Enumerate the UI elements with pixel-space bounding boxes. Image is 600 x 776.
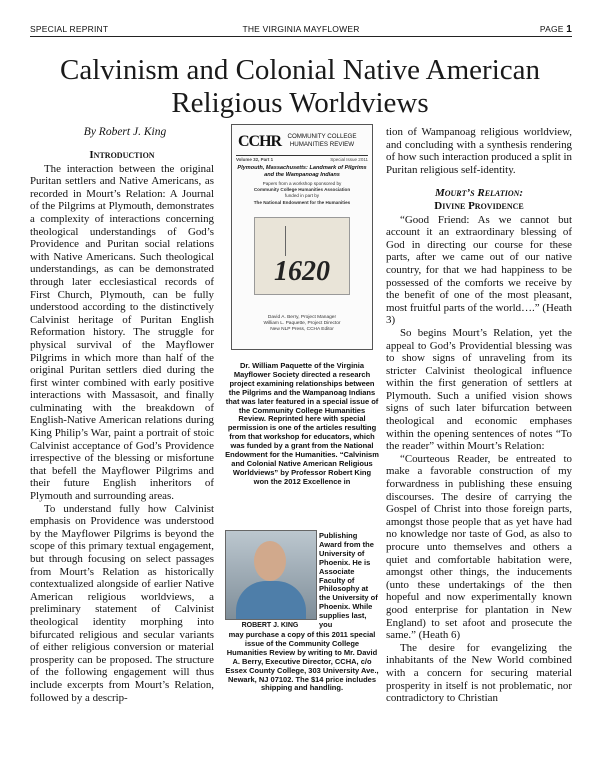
section-heading-mourts-relation <box>386 187 572 212</box>
cover-org-line: COMMUNITY COLLEGE <box>287 133 357 140</box>
sidebar-award-text: Publishing Award from the University of Phoenix. He is Associate Faculty of Philosophy at the University of Phoenix. While supplies last, you <box>319 531 378 630</box>
photo-caption: ROBERT J. KING <box>241 622 299 629</box>
author-photo <box>225 530 317 620</box>
column-right <box>386 126 572 705</box>
cover-editor-line: William L. Paquette, Project Director <box>263 321 341 326</box>
article-title: Calvinism and Colonial Native American Religious Worldviews <box>59 54 540 119</box>
cover-year: 1620 <box>274 256 330 287</box>
cover-sponsor-line: funded in part by <box>284 193 320 199</box>
cover-volume <box>236 157 368 162</box>
page-label: PAGE <box>539 24 564 34</box>
spacer <box>386 176 572 184</box>
cover-rule <box>236 155 368 156</box>
cover-sponsor-line: Community College Humanities Association <box>253 187 351 193</box>
paragraph: tion of Wampanoag religious worldview, and concluding with a synthesis rendering of how such interaction produced a split in Puritan religious self-identity. <box>386 126 573 176</box>
ship-mast <box>285 226 320 256</box>
cover-illustration <box>254 217 350 295</box>
photo-body <box>236 581 306 620</box>
cover-vol-left: Volume 32, Part 1 <box>236 157 274 162</box>
header-left: SPECIAL REPRINT <box>30 24 109 34</box>
sidebar-tail-text: may purchase a copy of this 2011 special issue of the Community College Humanities Review by writing to Mr. David A. Berry, Executive Director, CCHA, c/o Essex County College, 303 University Ave., Newark, NJ 07102. The $14 price includes shipping and handling. <box>225 630 379 693</box>
paragraph: To understand fully how Calvinist emphasis on Providence was understood by the Mayflower Pilgrims is beyond the scope of this primary textual engagement, but through focusing on select passages from Mourt’s Relation as historically contextualized alongside of earlier Native American religious worldviews, a preliminary statement of Calvinist theological identity morphing into bifurcated religious and secular variants of either religious conversion or material prosperity can be proposed. The structure of the following engagement will thus include excerpts from Mourt’s Relation, followed by a descrip- <box>30 502 214 704</box>
paragraph: “Courteous Reader, be entreated to make a favorable construction of my forwardness in publishing these ensuing discourses. The desire of carrying the Gospel of Christ into those foreign parts, amongst those people that as yet have had no knowledge nor taste of God, as also to procure unto themselves and others a quiet and comfortable habitation were, amongst other things, the inducements (unto these undertakings of the then hopeful and now experimentally known good enterprise for plantation in New England) to set afoot and prosecute the same.” (Heath 6) <box>386 452 572 642</box>
cover-sponsors <box>236 181 368 206</box>
cover-editor-line: David A. Berry, Project Manager <box>267 315 337 320</box>
cover-editor-line: New NLP Press, CCHA Editor <box>270 327 334 332</box>
column-left <box>30 146 214 704</box>
header-page <box>540 24 572 35</box>
cover-org <box>276 133 368 148</box>
byline: By Robert J. King <box>83 126 167 138</box>
sidebar <box>223 124 379 760</box>
paragraph: “Good Friend: As we cannot but account it an extraordinary blessing of God in directing our course for these parts, after we came out of our native country, for that we had happiness to be possessed of the comforts we receive by the benefit of one of the most pleasant, most fruitful parts of the world….” (Heath 3) <box>386 213 572 327</box>
paragraph: The desire for evangelizing the inhabitants of the New World combined with a concern for securing material prosperity in itself is not problematic, nor contradictory to Christian <box>386 641 572 705</box>
cover-sponsor-line: Papers from a workshop sponsored by <box>262 181 342 186</box>
sidebar-text: Dr. William Paquette of the Virginia Mayflower Society directed a research project examining relationships between the Pilgrims and the Wampanoag Indians that was later featured in a special issue of the Community College Humanities Review. Reprinted here with special permission is one of the articles resulting from that workshop for educators, which was funded by a grant from the National Endowment for the Humanities. “Calvinism and Colonial Native American Religious Worldviews” by Professor Robert King won the 2012 Excellence in <box>225 361 379 486</box>
photo-head <box>254 541 286 581</box>
cover-org-line: HUMANITIES REVIEW <box>289 140 355 148</box>
paragraph: The interaction between the original Puritan settlers and Native Americans, as recorded in Mourt’s Relation: A Journal of the Pilgrims at Plymouth, demonstrates a complexity of interactions concerning theological understandings of God’s Providence and Puritan social relations with Native Americans. Such theological understandings, as can be demonstrated through later ecclesiastical records of First Church, Plymouth, can be fully understood according to the distinctively Calvinist heritage of Puritan English Reformation history. The struggle for physical survival of the Mayflower Pilgrims in which more than half of the original Puritan settlers died during the first winter combined with early positive interactions with Massasoit, and finally culminating with the breakdown of English-Native American relations during King Philip’s War, paint a portrait of stoic Calvinist acceptance of God’s Providence irrespective of the blessing or misfortune that befell the Mayflower Pilgrims and their future English inheritors of Plymouth and surrounding areas. <box>30 162 214 503</box>
running-header <box>30 24 572 36</box>
journal-cover-image <box>231 124 373 350</box>
cover-editors <box>236 315 368 333</box>
header-rule <box>30 36 572 37</box>
cover-vol-right: Special Issue 2011 <box>330 157 368 162</box>
section-heading-introduction: Introduction <box>89 149 155 161</box>
page-number: 1 <box>566 24 572 35</box>
paragraph: So begins Mourt’s Relation, yet the appeal to God’s Providential blessing was to show signs of unraveling from its stricter Calvinist theological influence within the first generation of settlers at Plymouth. Such a unified vision shows signs of such later bifurcation between theological and economic emphases within the opening sentences of notes “To the reader” within Mourt’s Relation: <box>386 326 572 453</box>
header-center: THE VIRGINIA MAYFLOWER <box>242 24 360 34</box>
cover-sponsor-line: The National Endowment for the Humanities <box>253 199 351 205</box>
section-heading-title: Mourt’s Relation: <box>434 187 524 200</box>
section-heading-subtitle: Divine Providence <box>434 199 524 212</box>
cover-title: Plymouth, Massachusetts: Landmark of Pilgrims and the Wampanoag Indians <box>237 165 367 178</box>
cover-logo: CCHR <box>238 133 282 150</box>
